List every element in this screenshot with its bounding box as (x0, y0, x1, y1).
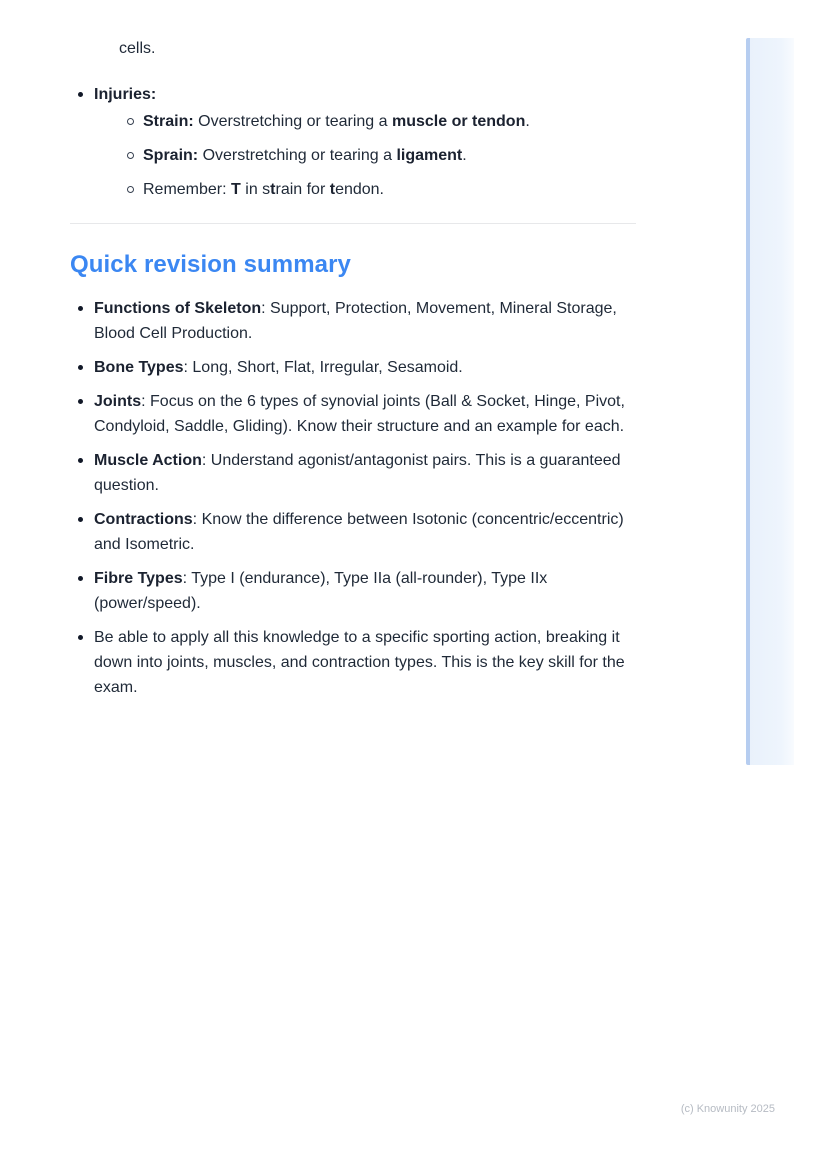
text-segment: : Know the difference between Isotonic (concentric/eccentric) and Isometric. (94, 511, 624, 553)
bold-text-segment: ligament (396, 147, 463, 164)
section-heading: Quick revision summary (70, 251, 351, 278)
continuation-text: cells. (119, 40, 156, 57)
bullet-icon (78, 365, 83, 370)
list-item-text (143, 181, 384, 198)
bold-text-segment: T (231, 181, 241, 198)
list-item (94, 143, 636, 168)
text-segment: Overstretching or tearing a (193, 113, 392, 130)
list-item (94, 109, 636, 134)
text-segment: : Type I (endurance), Type IIa (all-rounder), Type IIx (power/speed). (94, 570, 548, 612)
injuries-list (70, 82, 636, 202)
list-item-text (143, 147, 467, 164)
page-content (70, 36, 636, 709)
list-item (70, 82, 636, 202)
bold-text-segment: muscle or tendon (391, 113, 526, 130)
bold-text-segment: Bone Types (94, 359, 184, 376)
highlight-panel (750, 38, 794, 765)
text-segment: : Focus on the 6 types of synovial joints (Ball & Socket, Hinge, Pivot, Condyloid, Saddle, Gliding). Know their structure and an example for each. (94, 393, 625, 435)
bullet-icon (78, 635, 83, 640)
text-segment: : Support, Protection, Movement, Mineral Storage, Blood Cell Production. (94, 300, 617, 342)
bold-text-segment: Sprain: (143, 147, 199, 164)
list-item-text (94, 393, 625, 435)
text-segment: Be able to apply all this knowledge to a specific sporting action, breaking it down into joints, muscles, and contraction types. This is the key skill for the exam. (94, 629, 625, 696)
list-item-text (94, 570, 547, 612)
list-item-text (94, 452, 621, 494)
bold-text-segment: Muscle Action (94, 452, 202, 469)
text-segment: rain for (275, 181, 330, 198)
section-divider (70, 223, 636, 224)
bold-text-segment: Fibre Types (94, 570, 183, 587)
bullet-icon (78, 399, 83, 404)
list-item-text (94, 300, 617, 342)
bullet-icon (78, 576, 83, 581)
text-segment: Overstretching or tearing a (198, 147, 397, 164)
sub-list (94, 109, 636, 202)
circle-bullet-icon (127, 152, 134, 159)
bold-text-segment: Functions of Skeleton (94, 300, 262, 317)
bold-text-segment: Strain: (143, 113, 194, 130)
text-segment: : Understand agonist/antagonist pairs. This is a guaranteed question. (94, 452, 621, 494)
list-item (70, 507, 636, 557)
copyright-footer: (c) Knowunity 2025 (680, 1103, 775, 1115)
bold-text-segment: t (329, 181, 336, 198)
bullet-icon (78, 458, 83, 463)
bullet-icon (78, 92, 83, 97)
list-item-text (94, 511, 624, 553)
list-item (70, 448, 636, 498)
text-segment: in s (240, 181, 271, 198)
list-item-text (143, 113, 530, 130)
bold-text-segment: Joints (94, 393, 142, 410)
circle-bullet-icon (127, 186, 134, 193)
text-segment: Remember: (143, 181, 232, 198)
list-item (70, 566, 636, 616)
list-item (94, 177, 636, 202)
text-segment: endon. (335, 181, 384, 198)
list-item (70, 625, 636, 700)
summary-list (70, 296, 636, 700)
list-item (70, 296, 636, 346)
bullet-icon (78, 517, 83, 522)
list-item (70, 355, 636, 380)
text-segment: . (525, 113, 530, 130)
page-edge-highlight-strip (746, 38, 828, 765)
bullet-icon (78, 306, 83, 311)
bold-text-segment: Contractions (94, 511, 193, 528)
bold-text-segment: Injuries: (94, 86, 157, 103)
list-item-text (94, 629, 625, 696)
circle-bullet-icon (127, 118, 134, 125)
list-item (70, 389, 636, 439)
list-item-text (94, 359, 463, 376)
text-segment: : Long, Short, Flat, Irregular, Sesamoid. (183, 359, 463, 376)
bold-text-segment: t (270, 181, 276, 198)
list-item-text (94, 86, 156, 103)
text-segment: . (462, 147, 467, 164)
